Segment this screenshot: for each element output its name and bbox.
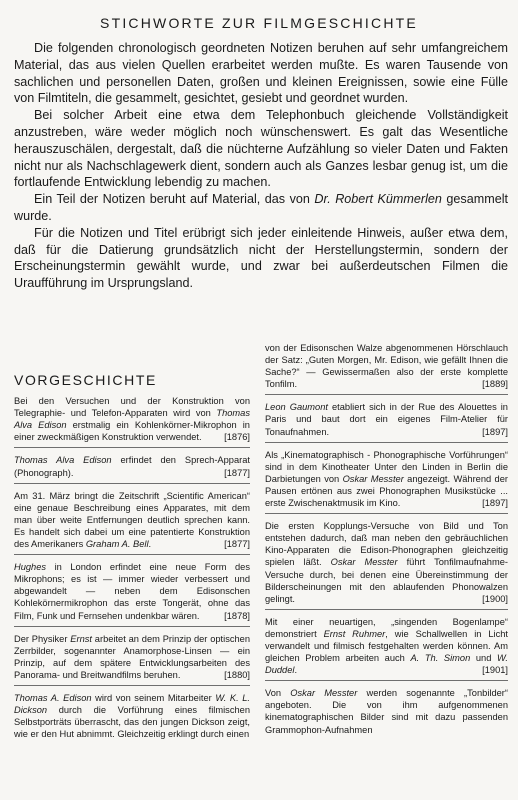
entry-text: in London erfindet eine neue Form des Mikrophons; es ist — immer wieder verbessert und abgewandelt — neben dem Edisonschen Kohlekörnermikrophon das erste Tongerät, ohne das Film, Funk und Fernsehen undenkbar wären.	[14, 562, 250, 621]
person-name: Oskar Messter	[330, 557, 398, 568]
entry-year: [1901]	[482, 665, 508, 676]
entry-text: werden sogenannte „Tonbilder“ angeboten. Die von ihm aufgenommenen kinematographischen Bilder sind mit dazu passenden Grammophon-Aufnahmen	[265, 688, 508, 735]
person-name: Leon Gaumont	[265, 402, 328, 413]
intro-paragraph: Für die Notizen und Titel erübrigt sich jeder einleitende Hinweis, außer etwa dem, daß für die Datierung grundsätzlich nicht der Herstellungstermin, sondern der Erscheinungstermin gewählt wurde, und zwar bei außerdeutschen Filmen die Uraufführung im Ursprungsland.	[14, 225, 508, 291]
timeline-entry	[265, 687, 508, 739]
timeline-entry	[265, 401, 508, 442]
entry-text: erstmalig ein Kohlenkörner-Mikrophon in einer zweckmäßigen Konstruktion verwendet.	[14, 420, 250, 443]
person-name: W. K. L. Dickson	[14, 692, 250, 716]
person-name: Ernst	[70, 633, 92, 644]
entry-text: Von	[265, 688, 291, 699]
intro-paragraph: Bei solcher Arbeit eine etwa dem Telephonbuch gleichende Vollständigkeit anzustreben, wäre weder möglich noch wünschenswert. Es galt das Wesentliche herauszuschälen, dergestalt, daß die nüchterne Aufzählung so vieler Daten und Fakten nicht nur als Nachschlagewerk dient, sondern auch als Ganzes lesbar genug ist, um die fortlaufende Entwicklung lebendig zu machen.	[14, 108, 508, 190]
intro-paragraph: Die folgenden chronologisch geordneten Notizen beruhen auf sehr umfangreichem Material, das aus vielen Quellen erarbeitet werden mußte. Es waren Tausende von sachlichen und personellen Daten, großen und kleinen Ereignissen, sowie eine Fülle von Filmtiteln, die gesammelt, gesichtet, gesiebt und geordnet wurden.	[14, 41, 508, 106]
person-name: Ernst Ruhmer	[323, 628, 386, 639]
person-name: Thomas Alva Edison	[14, 455, 112, 466]
left-column	[14, 374, 250, 750]
timeline-entry	[265, 449, 508, 514]
entry-text: von der Edisonschen Walze abgenommenen Hörschlauch der Satz: „Guten Morgen, Mr. Edison, wie gefällt Ihnen die Sache?“ — Gewissermaßen also der erste komplette Tonfilm.	[265, 343, 508, 390]
entry-text: etabliert sich in der Rue des Alouettes in Paris und baut dort ein eigenes Film-Atelier für Tonaufnahmen.	[265, 402, 508, 437]
person-name: Oskar Messter	[290, 688, 358, 699]
timeline-entry	[14, 561, 250, 626]
entry-year: [1877]	[224, 467, 250, 478]
entry-year: [1897]	[482, 426, 508, 437]
entry-year: [1878]	[224, 610, 250, 621]
text-span: gesammelt wurde.	[14, 192, 508, 223]
entry-text: Als „Kinematographisch - Phonographische Vorführungen“ sind in dem Kinotheater Unter den Linden in Berlin die Darbietungen von	[265, 449, 508, 484]
entry-year: [1877]	[224, 539, 250, 550]
entry-year: [1876]	[224, 432, 250, 443]
timeline-entry	[265, 616, 508, 681]
entry-year: [1897]	[482, 498, 508, 509]
timeline-entry	[14, 633, 250, 686]
entry-text: angezeigt. Während der Pausen ertönen aus zwei Phonographen Musikstücke ... erste Zwischenaktmusik im Kino.	[265, 473, 508, 509]
person-name: Hughes	[14, 562, 47, 573]
entry-text: Mit einer neuartigen, „singenden Bogenlampe“ demonstriert	[265, 616, 508, 639]
intro-paragraph	[14, 191, 508, 225]
entry-text: .	[294, 665, 298, 676]
entry-year: [1880]	[224, 669, 250, 680]
entry-text: erfindet den Sprech-Apparat (Phonograph).	[14, 455, 250, 478]
entry-text: Am 31. März bringt die Zeitschrift „Scientific American“ eine genaue Beschreibung eines Apparates, mit dem man über weite Entfernungen deutlich sprechen kann. Es handelt sich dabei um eine patentierte Konstruktion des Amerikaners	[14, 490, 250, 550]
page-title: STICHWORTE ZUR FILMGESCHICHTE	[100, 15, 418, 32]
person-name: Thomas Alva Edison	[14, 408, 250, 431]
person-name: Oskar Messter	[342, 473, 404, 484]
timeline-entry	[265, 520, 508, 610]
entry-text: durch die Vorführung eines filmischen Selbstporträts überrascht, das den jungen Dickson zeigt, wie er den Hut abnimmt. Gleichzeitig erklingt durch einen	[14, 705, 250, 740]
person-name: Thomas A. Edison	[14, 692, 92, 703]
entry-year: [1889]	[482, 379, 508, 390]
timeline-entry	[14, 692, 250, 744]
entry-text: Der Physiker	[14, 633, 71, 644]
author-name: Dr. Robert Kümmerlen	[314, 192, 442, 207]
section-title: VORGESCHICHTE	[14, 372, 157, 388]
person-name: W. Duddel	[265, 653, 508, 676]
entry-text: führt Tonfilmaufnahme-Versuche durch, bei denen eine Übereinstimmung der Bilderscheinungen mit den ablaufenden Phonowalzen gelingt.	[265, 557, 508, 604]
entry-text: arbeitet an dem Prinzip der optischen Zerrbilder, sogenannter Anamorphose-Linsen — ein Prinzip, auf dem spätere Entwicklungsarbeiten des Panorama- und Breitwandfilms beruhen.	[14, 633, 250, 680]
person-name: Graham A. Bell	[85, 539, 149, 550]
entry-text: Die ersten Kopplungs-Versuche von Bild und Ton entstehen dadurch, daß man neben den gebräuchlichen Kino-Apparaten die Edison-Phonographen gleichzeitig spielen läßt.	[265, 521, 508, 568]
entry-text: .	[148, 539, 152, 550]
timeline-entry	[14, 490, 250, 555]
timeline-entry	[14, 454, 250, 483]
entry-year: [1900]	[482, 593, 508, 604]
timeline-entry	[265, 342, 508, 395]
entry-text: wird von seinem Mitarbeiter	[91, 692, 216, 703]
intro-text	[14, 40, 508, 292]
right-column	[265, 342, 508, 746]
text-span: Ein Teil der Notizen beruht auf Material, das von	[34, 192, 315, 207]
person-name: A. Th. Simon	[410, 653, 471, 664]
timeline-entry	[14, 395, 250, 448]
entry-text: , wie Schallwellen in Licht verwandelt und filmisch festgehalten werden können. Am gleichen Problem arbeiten auch	[265, 628, 508, 664]
entry-text: Bei den Versuchen und der Konstruktion von Telegraphie- und Telefon-Apparaten wird von	[14, 396, 250, 419]
entry-text: und	[470, 653, 497, 664]
